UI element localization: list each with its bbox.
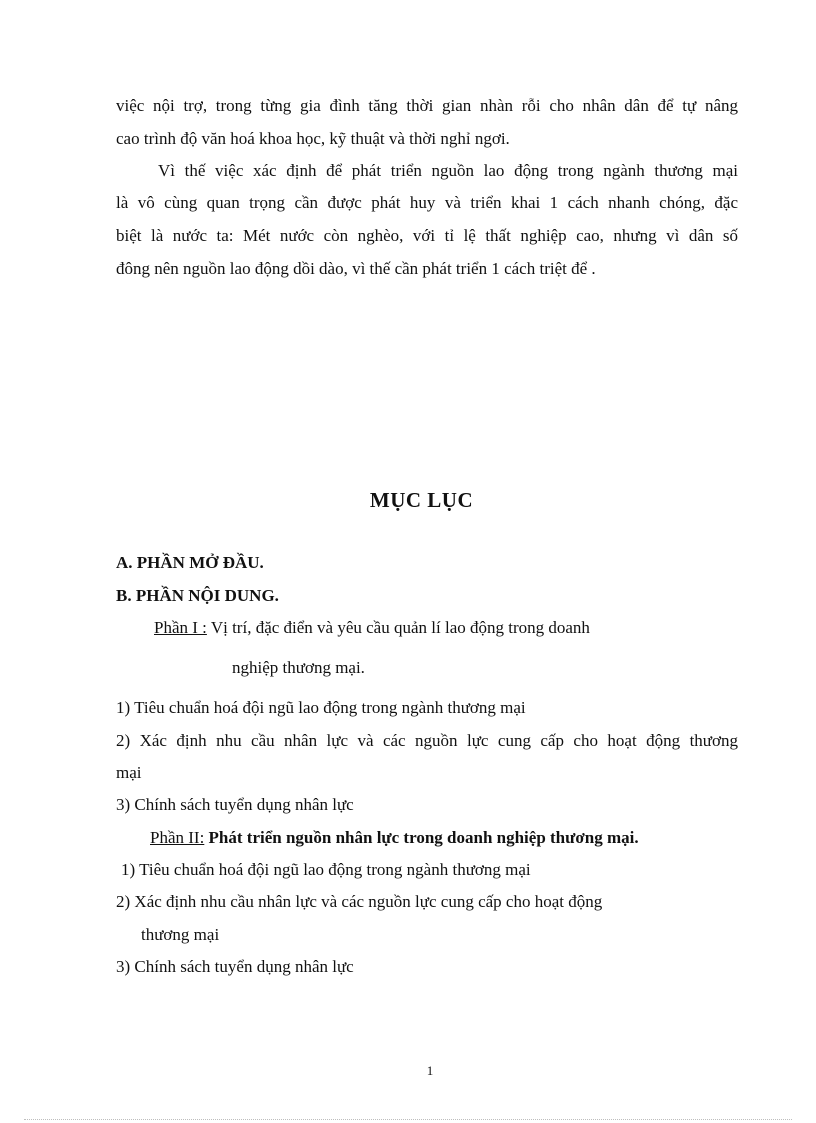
toc-part2-item-2: 2) Xác định nhu cầu nhân lực và các nguồn lực cung cấp cho hoạt động xyxy=(116,892,603,911)
toc-part1-item-3: 3) Chính sách tuyển dụng nhân lực xyxy=(116,795,354,814)
toc-part1-item-2: 2) Xác định nhu cầu nhân lực và các nguồn lực cung cấp cho hoạt động thương xyxy=(116,731,738,750)
page-number: 1 xyxy=(426,1063,434,1078)
intro-line-5: biệt là nước ta: Mét nước còn nghèo, với tỉ lệ thất nghiệp cao, nhưng vì dân số xyxy=(116,226,738,245)
intro-line-6: đông nên nguồn lao động dồi dào, vì thế cần phát triển 1 cách triệt để . xyxy=(116,259,596,278)
intro-line-4: là vô cùng quan trọng cần được phát huy và triển khai 1 cách nhanh chóng, đặc xyxy=(116,193,738,212)
footer-divider xyxy=(24,1119,792,1120)
toc-section-a: A. PHẦN MỞ ĐẦU. xyxy=(116,553,264,572)
toc-part1-item-2-cont: mại xyxy=(116,763,142,782)
toc-part2-title: Phát triển nguồn nhân lực trong doanh nghiệp thương mại. xyxy=(204,828,639,847)
toc-part2-item-3: 3) Chính sách tuyển dụng nhân lực xyxy=(116,957,354,976)
toc-part1-title: Vị trí, đặc điển và yêu cầu quản lí lao động trong doanh xyxy=(206,618,590,637)
toc-part1-heading xyxy=(154,618,590,638)
intro-line-1: việc nội trợ, trong từng gia đình tăng thời gian nhàn rỗi cho nhân dân để tự nâng xyxy=(116,96,738,115)
intro-line-2: cao trình độ văn hoá khoa học, kỹ thuật và thời nghỉ ngơi. xyxy=(116,129,510,148)
toc-part2-label: Phần II: xyxy=(150,828,205,847)
toc-part1-item-1: 1) Tiêu chuẩn hoá đội ngũ lao động trong ngành thương mại xyxy=(116,698,526,717)
intro-line-3: Vì thế việc xác định để phát triển nguồn lao động trong ngành thương mại xyxy=(158,161,738,180)
toc-title: MỤC LỤC xyxy=(369,488,474,512)
toc-part2-heading xyxy=(150,828,639,848)
toc-part2-item-2-cont: thương mại xyxy=(141,925,220,944)
toc-part1-label: Phần I : xyxy=(154,618,207,637)
toc-part2-item-1: 1) Tiêu chuẩn hoá đội ngũ lao động trong ngành thương mại xyxy=(121,860,531,879)
toc-part1-title-cont: nghiệp thương mại. xyxy=(232,658,365,677)
toc-section-b: B. PHẦN NỘI DUNG. xyxy=(116,586,279,605)
